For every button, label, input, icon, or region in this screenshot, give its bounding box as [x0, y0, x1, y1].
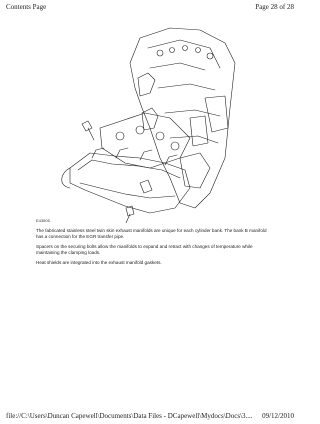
page-number: Page 28 of 28 [255, 3, 294, 11]
paragraph: The fabricated stainless steel twin skin exhaust manifolds are unique for each cylinder bank. The bank B manifold has a connection for the EGR transfer pipe. [36, 228, 267, 239]
header-title: Contents Page [6, 3, 47, 11]
figure-label: E43505 [36, 218, 50, 223]
exhaust-manifold-illustration [30, 18, 240, 223]
paragraph: Spacers on the securing bolts allow the manifolds to expand and retract with changes of temperature while maintaining the clamping loads. [36, 244, 253, 255]
paragraph: Heat shields are integrated into the exhaust manifold gaskets. [36, 260, 162, 265]
body-text [36, 228, 268, 270]
footer-path: file://C:\Users\Duncan Capewell\Documents\Data Files - DCapewell\Mydocs\Docs\3.... [6, 412, 253, 420]
footer-date: 09/12/2010 [262, 412, 294, 420]
